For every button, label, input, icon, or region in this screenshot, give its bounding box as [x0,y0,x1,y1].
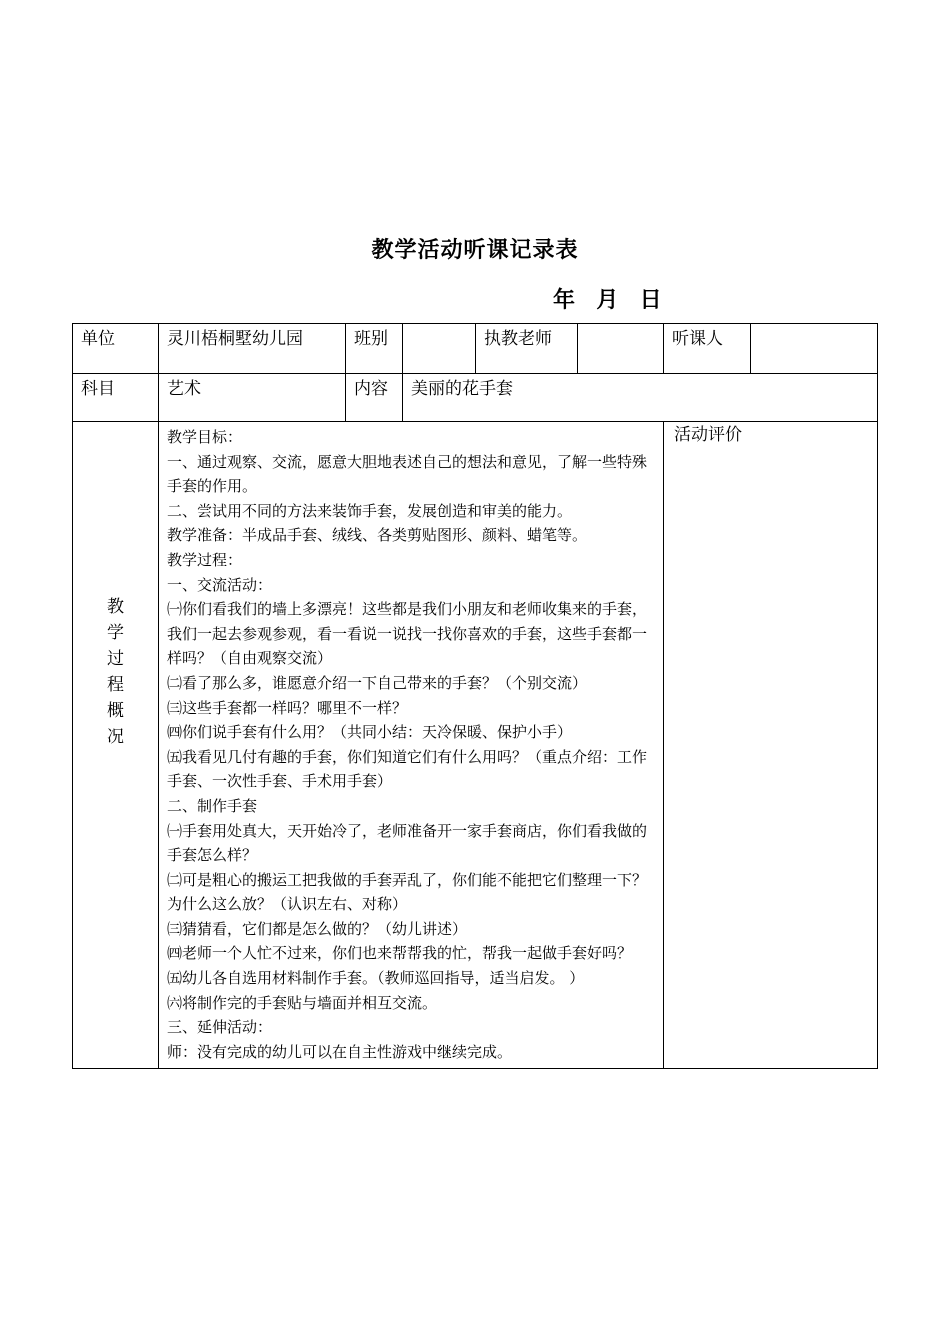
process-line: 师：没有完成的幼儿可以在自主性游戏中继续完成。 [167,1042,513,1061]
content-value: 美丽的花手套 [411,379,513,399]
table-row-process [73,422,878,1069]
process-line: ㈤幼儿各自选用材料制作手套。（教师巡回指导，适当启发。 ） [167,969,585,988]
process-line: ㈣老师一个人忙不过来，你们也来帮帮我的忙，帮我一起做手套好吗？ [167,944,633,963]
process-line: 一、交流活动： [167,575,273,594]
process-line: ㈤我看见几付有趣的手套，你们知道它们有什么用吗？（重点介绍：工作手套、一次性手套、手术用手套） [167,747,648,791]
unit-label: 单位 [81,329,115,349]
date-line: 年 月 日 [553,288,664,313]
class-value [403,324,475,332]
listener-value [751,324,877,332]
process-line: ㈣你们说手套有什么用？（共同小结：天冷保暖、保护小手） [167,723,573,742]
process-line: 二、尝试用不同的方法来装饰手套，发展创造和审美的能力。 [167,501,573,520]
process-line: ㈠手套用处真大，天开始冷了，老师准备开一家手套商店，你们看我做的手套怎么样？ [167,821,648,865]
process-label-char: 过 [107,649,124,669]
table-row-subject [73,374,878,422]
process-line: ㈥将制作完的手套贴与墙面并相互交流。 [167,993,438,1012]
process-label-char: 概 [107,701,124,721]
process-content [159,422,663,1067]
teacher-value [578,324,663,332]
page-title: 教学活动听课记录表 [371,238,579,263]
table-row-header [73,324,878,374]
process-line: ㈢猜猜看，它们都是怎么做的？（幼儿讲述） [167,919,468,938]
listener-label: 听课人 [672,329,723,349]
evaluation-label: 活动评价 [674,425,742,445]
content-label: 内容 [354,379,388,399]
record-table [72,323,878,1069]
process-line: 教学准备：半成品手套、绒线、各类剪贴图形、颜料、蜡笔等。 [167,526,588,545]
teacher-label: 执教老师 [484,329,552,349]
process-label-char: 程 [107,675,124,695]
process-label [73,422,158,750]
process-label-char: 况 [107,727,124,747]
process-line: 教学过程： [167,550,243,569]
process-label-char: 教 [107,597,124,617]
process-line: ㈢这些手套都一样吗？哪里不一样？ [167,698,408,717]
process-line: 教学目标： [167,428,243,446]
process-line: ㈡可是粗心的搬运工把我做的手套弄乱了，你们能不能把它们整理一下？为什么这么放？（认识左右、对称） [167,870,648,914]
process-line: 二、制作手套 [167,796,258,815]
process-line: 一、通过观察、交流，愿意大胆地表述自己的想法和意见，了解一些特殊手套的作用。 [167,452,648,496]
process-line: ㈡看了那么多，谁愿意介绍一下自己带来的手套？（个别交流） [167,673,588,692]
process-line: 三、延伸活动： [167,1018,273,1037]
class-label: 班别 [354,329,388,349]
unit-value: 灵川梧桐墅幼儿园 [167,329,303,349]
subject-label: 科目 [81,379,115,399]
process-label-char: 学 [107,623,124,643]
subject-value: 艺术 [167,379,201,399]
process-line: ㈠你们看我们的墙上多漂亮！这些都是我们小朋友和老师收集来的手套，我们一起去参观参观，看一看说一说找一找你喜欢的手套，这些手套都一样吗？（自由观察交流） [167,600,648,668]
